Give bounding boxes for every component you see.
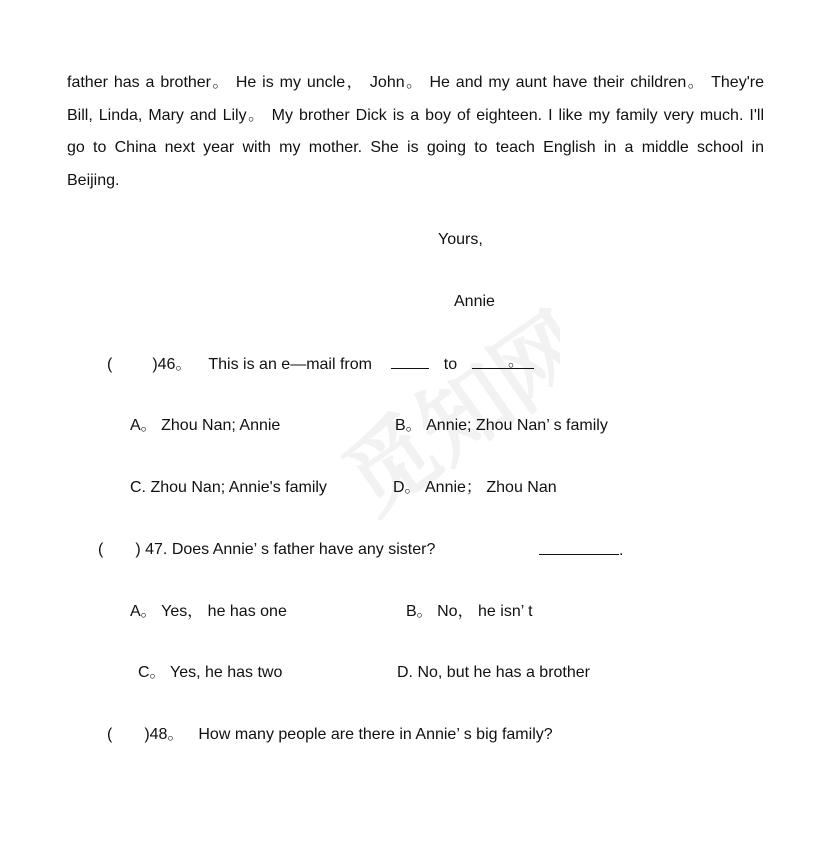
question-48: [107, 725, 553, 745]
question-number: 47.: [145, 541, 168, 558]
question-text: This is an e—mail from: [208, 356, 372, 373]
option-d: D. No, but he has a brother: [397, 664, 590, 681]
question-number: 48。: [149, 726, 184, 743]
option-b: B。 No， he isn’ t: [406, 603, 533, 620]
passage-line: go to China next year with my mother. She is going to teach English in a middle school in: [67, 139, 764, 156]
passage-line: Beijing.: [67, 171, 120, 189]
option-b: B。 Annie; Zhou Nan’ s family: [395, 417, 608, 434]
option-c: C。 Yes, he has two: [138, 664, 283, 681]
question-text: to: [443, 356, 458, 373]
passage-line: father has a brother。 He is my uncle， John。 He and my aunt have their children。 They're: [67, 74, 764, 91]
question-text: How many people are there in Annie’ s big family?: [198, 726, 553, 743]
answer-paren-open: (: [98, 541, 104, 558]
answer-paren-open: (: [107, 726, 113, 743]
svg-text:觅知网: 觅知网: [324, 300, 560, 520]
question-47: [98, 540, 435, 560]
question-text: Does Annie’ s father have any sister?: [171, 541, 436, 558]
option-a: A。 Zhou Nan; Annie: [130, 417, 281, 434]
answer-paren-open: (: [107, 356, 113, 373]
answer-paren-close: ): [144, 726, 150, 743]
answer-blank: [391, 354, 429, 369]
option-d: D。 Annie； Zhou Nan: [393, 479, 557, 496]
passage-paragraph: [67, 67, 764, 197]
passage-line: Bill, Linda, Mary and Lily。 My brother Dick is a boy of eighteen. I like my family very much. I'll: [67, 106, 764, 124]
option-a: A。 Yes， he has one: [130, 603, 287, 620]
letter-closing: Yours,: [438, 231, 483, 248]
letter-signature: Annie: [454, 293, 495, 310]
answer-paren-close: ): [152, 356, 158, 373]
question-46: [107, 354, 534, 375]
question-number: 46。: [157, 356, 192, 373]
answer-paren-close: ): [135, 541, 141, 558]
answer-blank: 。: [472, 354, 534, 369]
option-c: C. Zhou Nan; Annie's family: [130, 479, 327, 496]
answer-blank-47: .: [539, 540, 623, 561]
